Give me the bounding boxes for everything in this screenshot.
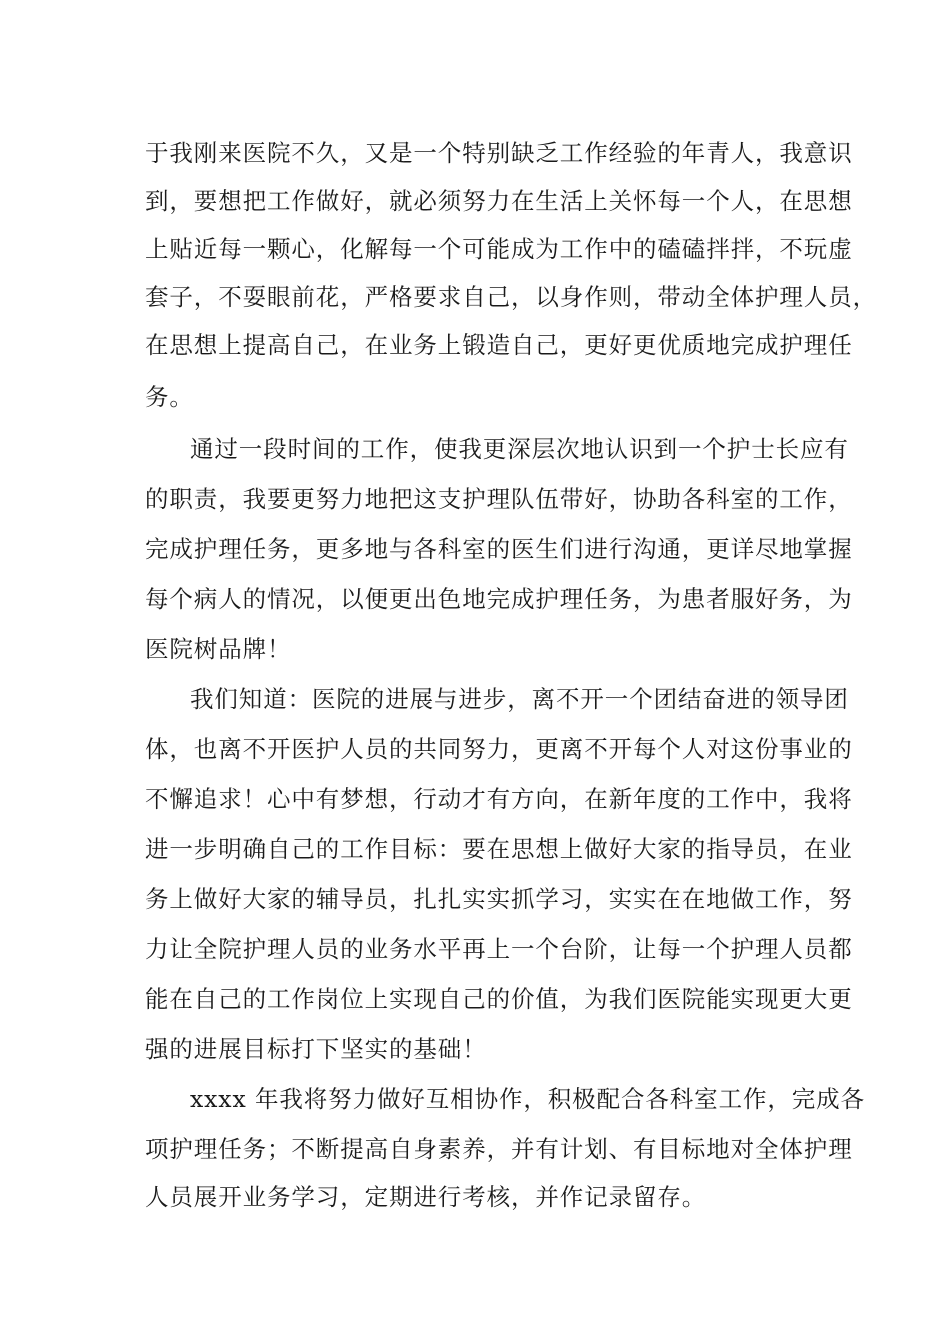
text-line: 于我刚来医院不久，又是一个特别缺乏工作经验的年青人，我意识 — [145, 139, 853, 167]
text-line: 上贴近每一颗心，化解每一个可能成为工作中的磕磕拌拌，不玩虚 — [145, 235, 853, 263]
text-line: 完成护理任务，更多地与各科室的医生们进行沟通，更详尽地掌握 — [145, 535, 853, 563]
text-line: 医院树品牌！ — [145, 635, 292, 663]
text-line: 能在自己的工作岗位上实现自己的价值，为我们医院能实现更大更 — [145, 985, 853, 1013]
text-line: 项护理任务；不断提高自身素养，并有计划、有目标地对全体护理 — [145, 1135, 853, 1163]
text-line: 套子，不耍眼前花，严格要求自己，以身作则，带动全体护理人员， — [145, 283, 877, 311]
text-line: 强的进展目标打下坚实的基础！ — [145, 1035, 487, 1063]
text-line: 不懈追求！心中有梦想，行动才有方向，在新年度的工作中，我将 — [145, 785, 853, 813]
text-line: 人员展开业务学习，定期进行考核，并作记录留存。 — [145, 1183, 707, 1211]
text-line: 在思想上提高自己，在业务上锻造自己，更好更优质地完成护理任 — [145, 331, 853, 359]
text-line: 务上做好大家的辅导员，扎扎实实抓学习，实实在在地做工作，努 — [145, 885, 853, 913]
text-line: 进一步明确自己的工作目标：要在思想上做好大家的指导员，在业 — [145, 835, 853, 863]
text-line: 每个病人的情况，以便更出色地完成护理任务，为患者服好务，为 — [145, 585, 853, 613]
text-line: 力让全院护理人员的业务水平再上一个台阶，让每一个护理人员都 — [145, 935, 853, 963]
text-line: 体，也离不开医护人员的共同努力，更离不开每个人对这份事业的 — [145, 735, 853, 763]
text-line: 的职责，我要更努力地把这支护理队伍带好，协助各科室的工作， — [145, 485, 853, 513]
text-line: 务。 — [145, 383, 194, 411]
text-line: xxxx 年我将努力做好互相协作，积极配合各科室工作，完成各 — [190, 1085, 865, 1113]
text-line: 通过一段时间的工作，使我更深层次地认识到一个护士长应有 — [190, 435, 849, 463]
text-line: 我们知道：医院的进展与进步，离不开一个团结奋进的领导团 — [190, 685, 849, 713]
text-line: 到，要想把工作做好，就必须努力在生活上关怀每一个人，在思想 — [145, 187, 853, 215]
